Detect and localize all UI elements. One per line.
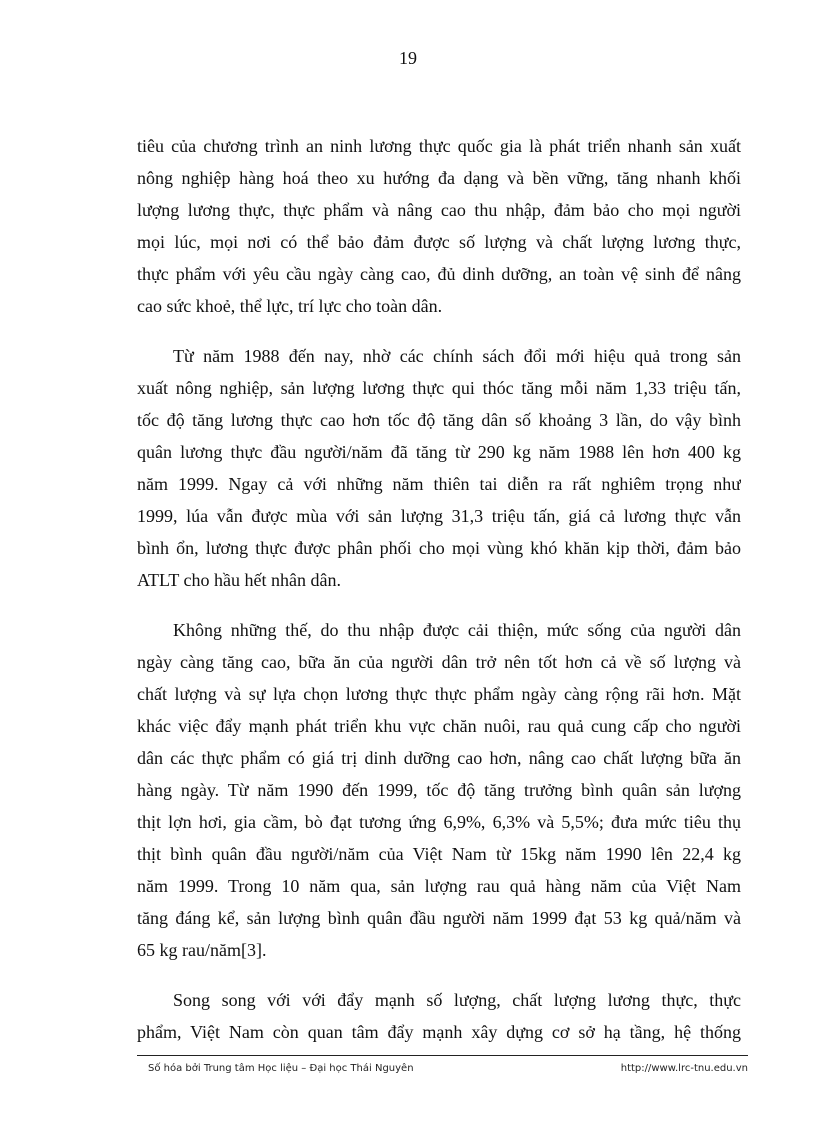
text-line: xuất nông nghiệp, sản lượng lương thực qui thóc tăng mỗi năm 1,33 triệu tấn,: [137, 378, 741, 398]
text-line: khác việc đẩy mạnh phát triển khu vực chăn nuôi, rau quả cung cấp cho người: [137, 716, 741, 736]
text-line: dân các thực phẩm có giá trị dinh dưỡng cao hơn, nâng cao chất lượng bữa ăn: [137, 748, 741, 768]
text-line: nông nghiệp hàng hoá theo xu hướng đa dạng và bền vững, tăng nhanh khối: [137, 168, 741, 188]
paragraph: [137, 340, 741, 596]
text-line: cao sức khoẻ, thể lực, trí lực cho toàn dân.: [137, 296, 443, 316]
text-line: phẩm, Việt Nam còn quan tâm đẩy mạnh xây dựng cơ sở hạ tầng, hệ thống: [137, 1022, 741, 1042]
text-line: chất lượng và sự lựa chọn lương thực thực phẩm ngày càng rộng rãi hơn. Mặt: [137, 684, 741, 704]
text-line: hàng ngày. Từ năm 1990 đến 1999, tốc độ tăng trưởng bình quân sản lượng: [137, 780, 741, 800]
paragraph: [137, 614, 741, 966]
body-text: [137, 130, 741, 1048]
paragraph: [137, 130, 741, 322]
text-line: thịt bình quân đầu người/năm của Việt Nam từ 15kg năm 1990 lên 22,4 kg: [137, 844, 741, 864]
text-line: tiêu của chương trình an ninh lương thực quốc gia là phát triển nhanh sản xuất: [137, 136, 741, 156]
text-line: Không những thế, do thu nhập được cải thiện, mức sống của người dân: [173, 620, 741, 640]
text-line: thực phẩm với yêu cầu ngày càng cao, đủ dinh dưỡng, an toàn vệ sinh để nâng: [137, 264, 741, 284]
footer-url[interactable]: http://www.lrc-tnu.edu.vn: [620, 1063, 748, 1074]
text-line: năm 1999. Ngay cả với những năm thiên tai diễn ra rất nghiêm trọng như: [137, 474, 741, 494]
text-line: thịt lợn hơi, gia cầm, bò đạt tương ứng 6,9%, 6,3% và 5,5%; đưa mức tiêu thụ: [137, 812, 741, 832]
text-line: Song song với với đẩy mạnh số lượng, chất lượng lương thực, thực: [173, 990, 741, 1010]
text-line: bình ổn, lương thực được phân phối cho mọi vùng khó khăn kịp thời, đảm bảo: [137, 538, 741, 558]
text-line: quân lương thực đầu người/năm đã tăng từ 290 kg năm 1988 lên hơn 400 kg: [137, 442, 741, 462]
text-line: tăng đáng kể, sản lượng bình quân đầu người năm 1999 đạt 53 kg quả/năm và: [137, 908, 741, 928]
text-line: ATLT cho hầu hết nhân dân.: [137, 570, 341, 590]
text-line: 1999, lúa vẫn được mùa với sản lượng 31,3 triệu tấn, giá cả lương thực vẫn: [137, 506, 741, 526]
page-number: 19: [399, 48, 417, 68]
text-line: lượng lương thực, thực phẩm và nâng cao thu nhập, đảm bảo cho mọi người: [137, 200, 741, 220]
text-line: mọi lúc, mọi nơi có thể bảo đảm được số lượng và chất lượng lương thực,: [137, 232, 741, 252]
text-line: tốc độ tăng lương thực cao hơn tốc độ tăng dân số khoảng 3 lần, do vậy bình: [137, 410, 741, 430]
paragraph: [137, 984, 741, 1048]
text-line: Từ năm 1988 đến nay, nhờ các chính sách đổi mới hiệu quả trong sản: [173, 346, 741, 366]
footer-divider: [137, 1055, 748, 1056]
footer-source: Số hóa bởi Trung tâm Học liệu – Đại học Thái Nguyên: [148, 1063, 414, 1074]
text-line: 65 kg rau/năm[3].: [137, 940, 267, 960]
text-line: ngày càng tăng cao, bữa ăn của người dân trở nên tốt hơn cả về số lượng và: [137, 652, 741, 672]
text-line: năm 1999. Trong 10 năm qua, sản lượng rau quả hàng năm của Việt Nam: [137, 876, 741, 896]
